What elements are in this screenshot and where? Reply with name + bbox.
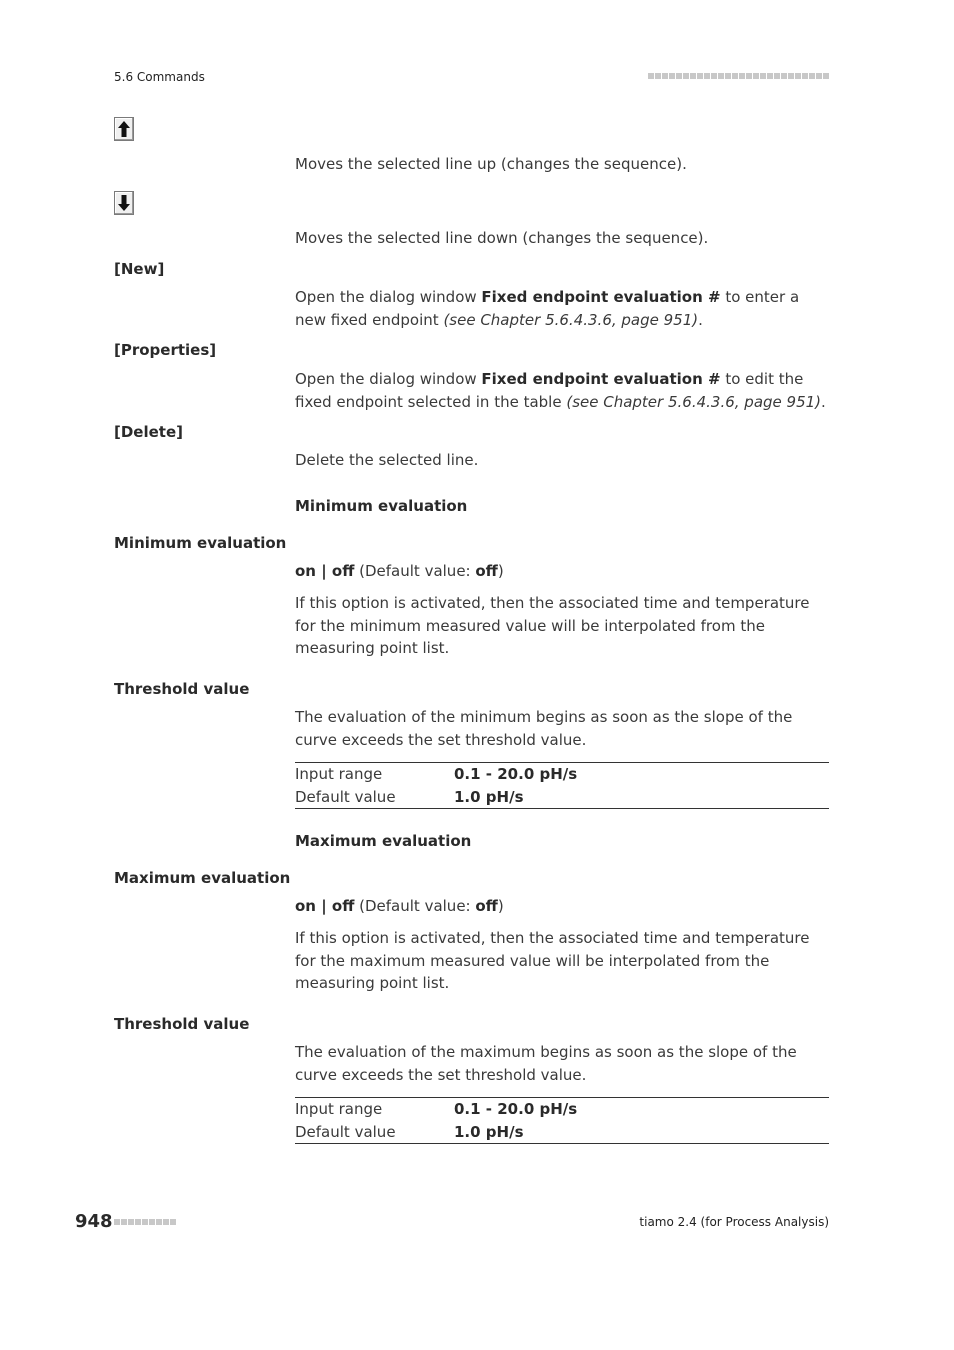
move-down-description: Moves the selected line down (changes the sequence). [295,229,709,247]
table-row [295,763,829,786]
delete-label: [Delete] [114,423,183,441]
page-number: 948 [75,1211,113,1232]
arrow-up-icon [114,117,134,141]
table-value: 1.0 pH/s [454,787,524,806]
minimum-threshold-label: Threshold value [114,680,250,698]
footer-decoration [114,1219,176,1225]
table-row [295,1121,829,1144]
properties-label: [Properties] [114,341,217,359]
minimum-options: on | off (Default value: off) [295,562,504,580]
maximum-description: If this option is activated, then the associated time and temperature for the maximum measured value will be interpolated from the measuring point list. [295,929,810,992]
new-chapter-link[interactable]: (see Chapter 5.6.4.3.6, page 951) [443,310,699,329]
table-key: Input range [295,1100,383,1118]
maximum-threshold-label: Threshold value [114,1015,250,1033]
new-description: Open the dialog window Fixed endpoint evaluation # to enter a new fixed endpoint (see Chapter 5.6.4.3.6, page 951). [295,288,800,329]
new-label: [New] [114,260,165,278]
move-up-description: Moves the selected line up (changes the sequence). [295,155,687,173]
table-row [295,786,829,809]
minimum-section-title: Minimum evaluation [295,497,468,515]
maximum-options: on | off (Default value: off) [295,897,504,915]
arrow-down-icon [114,191,134,215]
table-row [295,1098,829,1121]
table-value: 0.1 - 20.0 pH/s [454,1100,578,1118]
minimum-description: If this option is activated, then the associated time and temperature for the minimum measured value will be interpolated from the measuring point list. [295,594,810,657]
maximum-section-title: Maximum evaluation [295,832,472,850]
maximum-param-label: Maximum evaluation [114,869,291,887]
minimum-threshold-description: The evaluation of the minimum begins as soon as the slope of the curve exceeds the set threshold value. [295,708,793,749]
maximum-threshold-table [295,1097,829,1144]
properties-description: Open the dialog window Fixed endpoint evaluation # to edit the fixed endpoint selected in the table (see Chapter 5.6.4.3.6, page 951). [295,370,826,411]
table-key: Default value [295,1122,396,1141]
minimum-param-label: Minimum evaluation [114,534,287,552]
footer-product: tiamo 2.4 (for Process Analysis) [639,1215,829,1229]
table-key: Default value [295,787,396,806]
properties-chapter-link[interactable]: (see Chapter 5.6.4.3.6, page 951) [566,392,822,411]
header-section: 5.6 Commands [114,70,205,84]
table-key: Input range [295,765,383,783]
maximum-threshold-description: The evaluation of the maximum begins as soon as the slope of the curve exceeds the set threshold value. [295,1043,797,1084]
delete-description: Delete the selected line. [295,451,479,469]
table-value: 1.0 pH/s [454,1122,524,1141]
table-value: 0.1 - 20.0 pH/s [454,765,578,783]
minimum-threshold-table [295,762,829,809]
header-decoration [648,73,829,79]
